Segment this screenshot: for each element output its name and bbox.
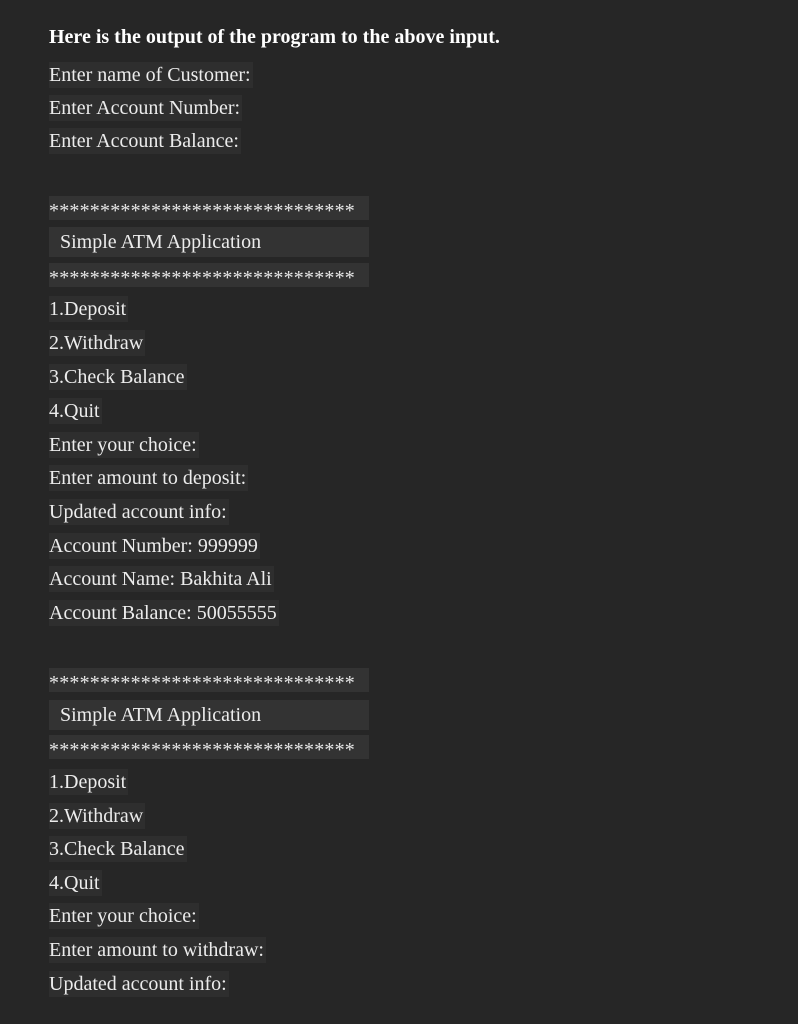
menu-item-withdraw-2: 2.Withdraw — [49, 805, 144, 827]
menu-item-deposit-2: 1.Deposit — [49, 771, 127, 793]
prompt-customer-name: Enter name of Customer: — [49, 64, 251, 86]
stars-divider-top-2: ****************************** — [49, 668, 369, 692]
account-balance-line: Account Balance: 50055555 — [49, 602, 277, 624]
stars-divider-bottom-2: ****************************** — [49, 735, 369, 759]
menu-item-deposit-1: 1.Deposit — [49, 298, 127, 320]
menu-item-withdraw-1: 2.Withdraw — [49, 332, 144, 354]
stars-divider-top-1: ****************************** — [49, 196, 369, 220]
prompt-withdraw-amount: Enter amount to withdraw: — [49, 939, 264, 961]
account-name-line: Account Name: Bakhita Ali — [49, 568, 272, 590]
menu-item-check-balance-2: 3.Check Balance — [49, 838, 185, 860]
prompt-choice-1: Enter your choice: — [49, 434, 197, 456]
menu-item-quit-1: 4.Quit — [49, 400, 100, 422]
menu-item-check-balance-1: 3.Check Balance — [49, 366, 185, 388]
app-title-text-1: Simple ATM Application — [60, 231, 262, 253]
updated-info-label-1: Updated account info: — [49, 501, 227, 523]
menu-item-quit-2: 4.Quit — [49, 872, 100, 894]
prompt-account-balance: Enter Account Balance: — [49, 130, 239, 152]
output-heading: Here is the output of the program to the above input. — [49, 26, 500, 48]
stars-divider-bottom-1: ****************************** — [49, 263, 369, 287]
app-title-2 — [49, 700, 369, 730]
prompt-deposit-amount: Enter amount to deposit: — [49, 467, 247, 489]
app-title-text-2: Simple ATM Application — [60, 704, 262, 726]
prompt-choice-2: Enter your choice: — [49, 905, 197, 927]
app-title-1 — [49, 227, 369, 257]
account-number-line: Account Number: 999999 — [49, 535, 258, 557]
prompt-account-number: Enter Account Number: — [49, 97, 241, 119]
updated-info-label-2: Updated account info: — [49, 973, 227, 995]
